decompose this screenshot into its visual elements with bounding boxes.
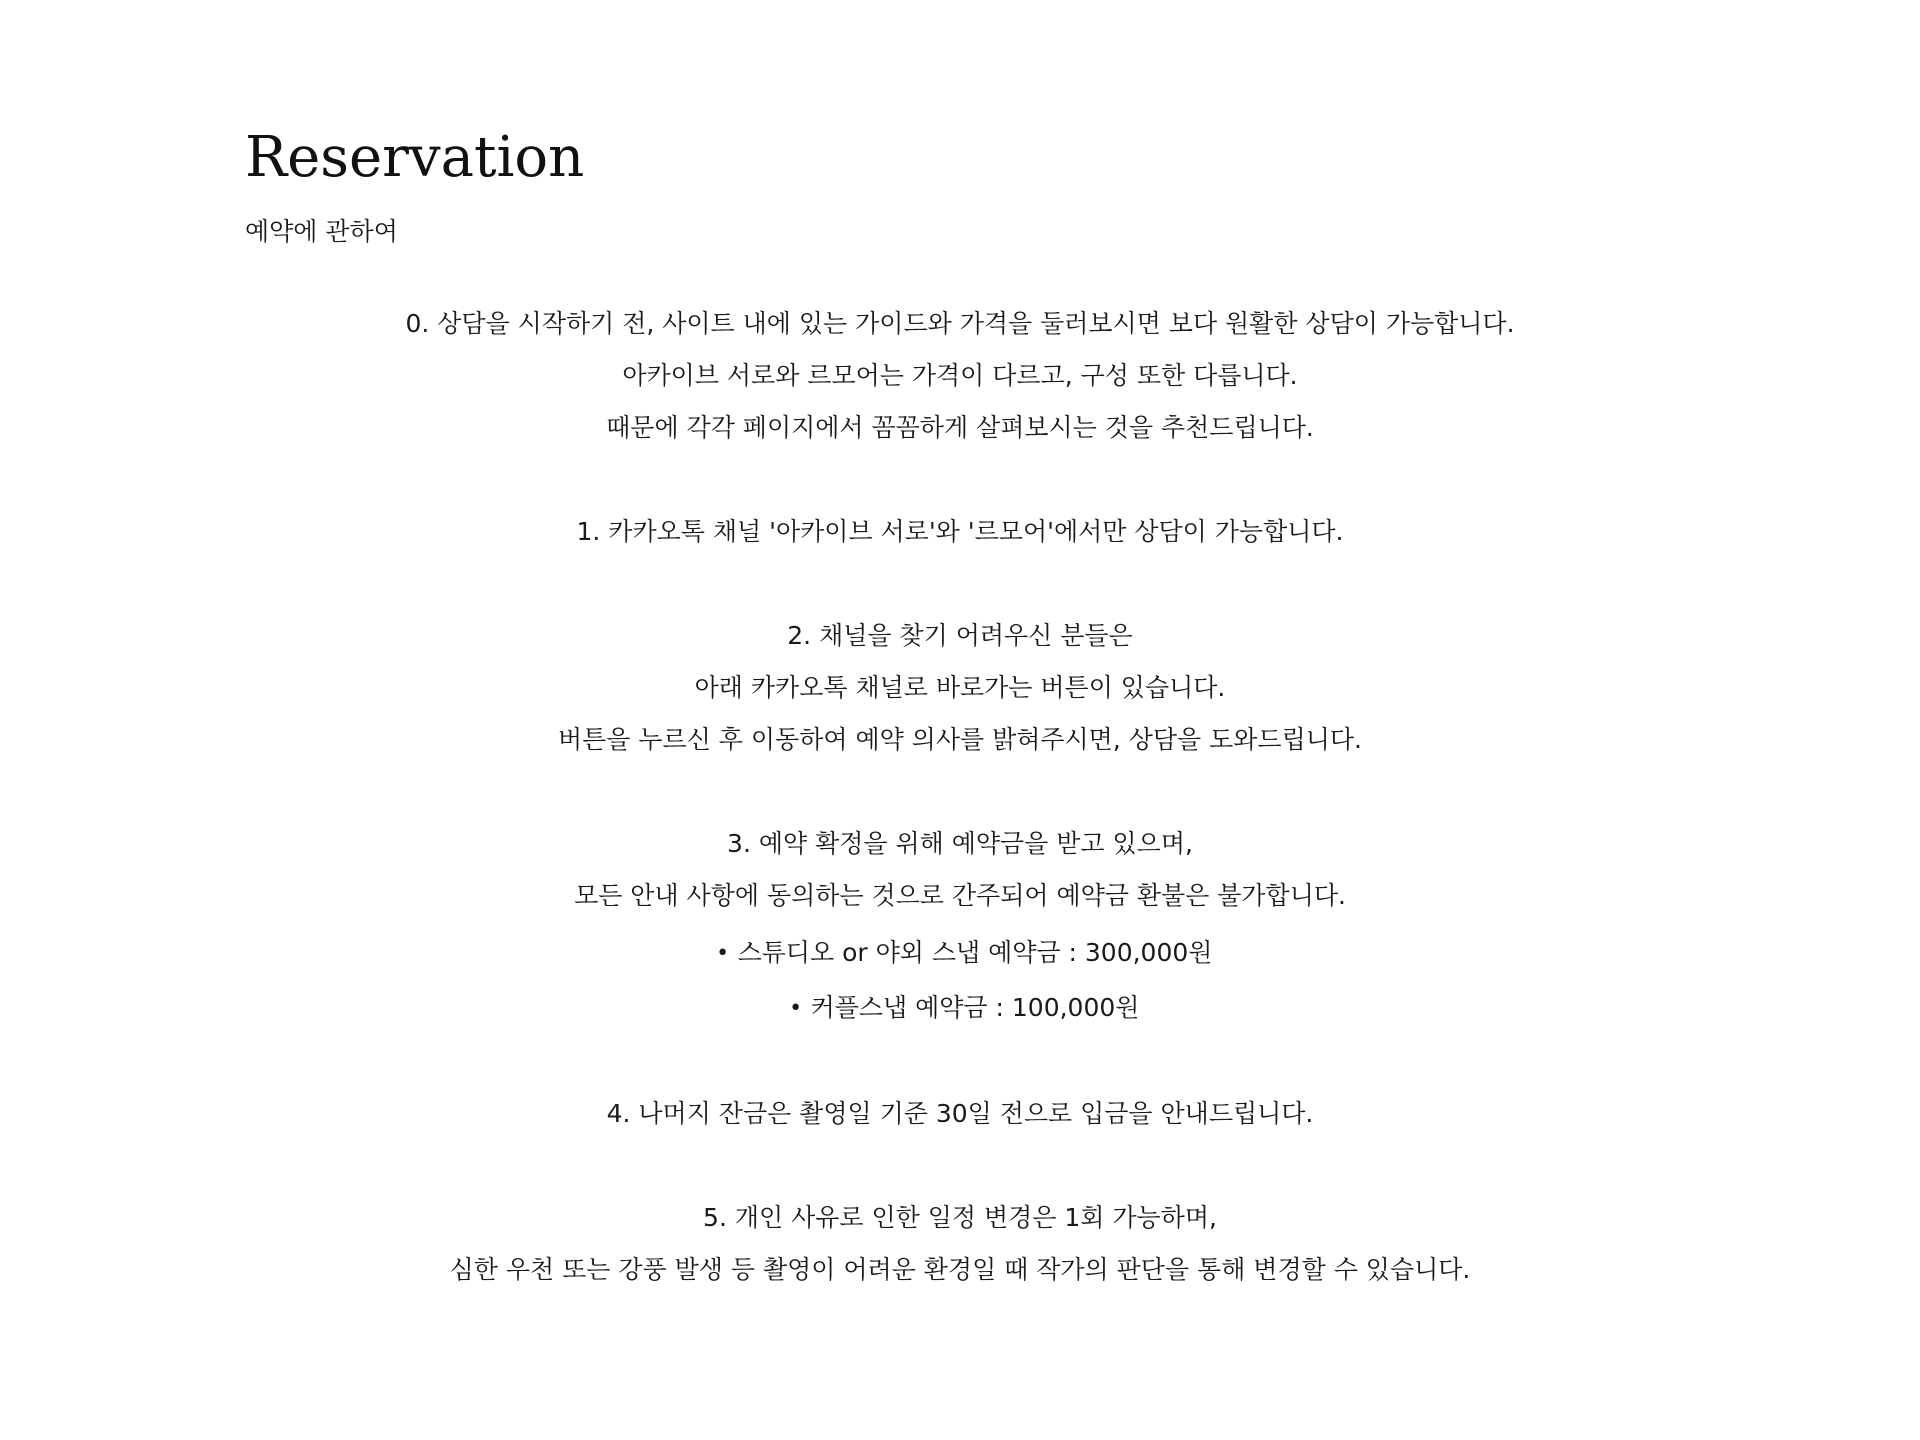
- page-subtitle: 예약에 관하여: [245, 217, 398, 246]
- info-line: 모든 안내 사항에 동의하는 것으로 간주되어 예약금 환불은 불가합니다.: [574, 881, 1346, 910]
- info-section-4: [0, 1088, 1920, 1140]
- info-line: 0. 상담을 시작하기 전, 사이트 내에 있는 가이드와 가격을 둘러보시면 보다 원활한 상담이 가능합니다.: [405, 309, 1515, 338]
- deposit-item-label: 스튜디오 or 야외 스냅 예약금 : 300,000원: [737, 938, 1213, 967]
- reservation-info: [0, 298, 1920, 1348]
- bullet-dot-icon: •: [716, 941, 730, 966]
- page-title: Reservation: [245, 125, 585, 190]
- info-line: 4. 나머지 잔금은 촬영일 기준 30일 전으로 입금을 안내드립니다.: [606, 1099, 1314, 1128]
- info-line: 3. 예약 확정을 위해 예약금을 받고 있으며,: [727, 829, 1193, 858]
- info-line: 아카이브 서로와 르모어는 가격이 다르고, 구성 또한 다릅니다.: [622, 361, 1298, 390]
- info-section-5: [0, 1192, 1920, 1296]
- info-section-1: [0, 506, 1920, 558]
- info-line: 심한 우천 또는 강풍 발생 등 촬영이 어려운 환경일 때 작가의 판단을 통해 변경할 수 있습니다.: [449, 1255, 1471, 1284]
- info-line: 아래 카카오톡 채널로 바로가는 버튼이 있습니다.: [694, 673, 1226, 702]
- deposit-item: [0, 981, 1920, 1036]
- info-section-2: [0, 610, 1920, 766]
- deposit-item: [0, 926, 1920, 981]
- info-line: 5. 개인 사유로 인한 일정 변경은 1회 가능하며,: [703, 1203, 1217, 1232]
- info-section-0: [0, 298, 1920, 454]
- info-section-3: [0, 818, 1920, 1036]
- info-line: 버튼을 누르신 후 이동하여 예약 의사를 밝혀주시면, 상담을 도와드립니다.: [558, 725, 1362, 754]
- info-line: 때문에 각각 페이지에서 꼼꼼하게 살펴보시는 것을 추천드립니다.: [606, 413, 1314, 442]
- info-line: 2. 채널을 찾기 어려우신 분들은: [787, 621, 1133, 650]
- info-line: 1. 카카오톡 채널 '아카이브 서로'와 '르모어'에서만 상담이 가능합니다.: [576, 517, 1344, 546]
- page-header: [245, 120, 584, 250]
- deposit-item-label: 커플스냅 예약금 : 100,000원: [810, 993, 1140, 1022]
- bullet-dot-icon: •: [789, 996, 803, 1021]
- deposit-list: [0, 926, 1920, 1036]
